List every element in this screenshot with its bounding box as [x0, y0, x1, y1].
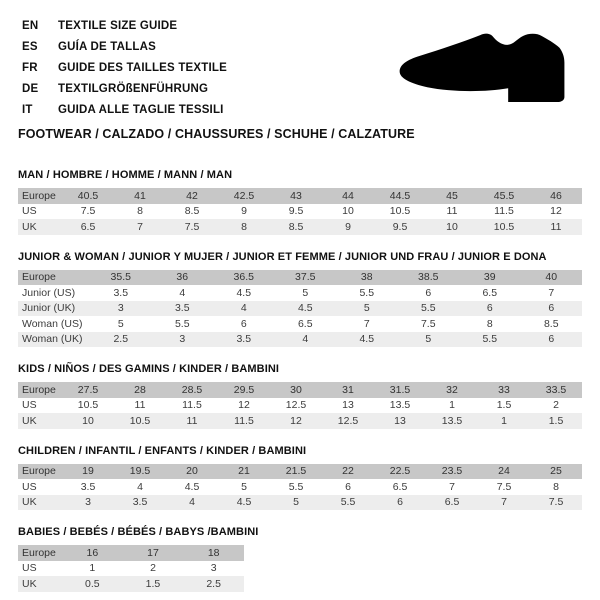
- language-code: EN: [22, 19, 39, 32]
- size-cell: 40: [521, 270, 583, 286]
- size-table-row: [18, 398, 582, 414]
- size-cell: 20: [166, 464, 218, 480]
- size-cell: 0.5: [62, 576, 123, 592]
- size-cell: 19: [62, 464, 114, 480]
- size-cell: 3.5: [152, 301, 214, 317]
- size-table: [18, 464, 582, 511]
- size-cell: 30: [270, 382, 322, 398]
- size-cell: 42: [166, 188, 218, 204]
- size-cell: 31: [322, 382, 374, 398]
- size-cell: 12.5: [322, 413, 374, 429]
- size-cell: 12: [270, 413, 322, 429]
- size-cell: 4.5: [275, 301, 337, 317]
- size-cell: 7: [449, 480, 455, 493]
- size-cell: 1: [478, 413, 530, 429]
- size-cell: 7: [478, 495, 530, 511]
- size-cell: 9: [322, 219, 374, 235]
- size-cell: 17: [123, 545, 184, 561]
- size-cell: 19.5: [114, 464, 166, 480]
- size-cell: 7: [114, 219, 166, 235]
- size-table-section: [18, 363, 600, 429]
- size-cell: 13: [374, 413, 426, 429]
- size-cell: 27.5: [62, 382, 114, 398]
- size-cell: 4: [137, 480, 143, 493]
- size-cell: 5: [117, 317, 124, 330]
- language-label: TEXTILGRÖßENFÜHRUNG: [58, 82, 209, 95]
- size-cell: 9: [241, 205, 247, 218]
- size-cell: 5.5: [174, 317, 190, 330]
- size-cell: 39: [459, 270, 521, 286]
- size-cell: 12: [550, 205, 562, 218]
- size-cell: 6: [374, 495, 426, 511]
- size-table-row: [18, 382, 582, 398]
- size-cell: 4.5: [236, 286, 252, 299]
- language-code: IT: [22, 103, 33, 116]
- size-table-row: [18, 495, 582, 511]
- size-cell: 18: [183, 545, 244, 561]
- size-cell: 12: [238, 399, 250, 412]
- size-cell: 2.5: [183, 576, 244, 592]
- size-cell: 4: [166, 495, 218, 511]
- row-label: UK: [18, 576, 62, 592]
- size-cell: 4.5: [184, 480, 200, 493]
- size-table-title: CHILDREN / INFANTIL / ENFANTS / KINDER / BAMBINI: [18, 444, 307, 457]
- size-cell: 10.5: [478, 219, 530, 235]
- size-cell: 2: [150, 562, 156, 575]
- size-table-row: [18, 332, 582, 348]
- row-label: US: [22, 399, 37, 412]
- size-cell: 6: [521, 301, 583, 317]
- size-table-row: [18, 413, 582, 429]
- size-cell: 11.5: [182, 399, 202, 412]
- size-cell: 43: [270, 188, 322, 204]
- size-table-title: MAN / HOMBRE / HOMME / MANN / MAN: [18, 169, 233, 181]
- size-table-title: BABIES / BEBÉS / BÉBÉS / BABYS /BAMBINI: [18, 526, 259, 538]
- row-label: Europe: [18, 382, 62, 398]
- size-cell: 5: [270, 495, 322, 511]
- size-cell: 8: [218, 219, 270, 235]
- size-cell: 5: [336, 301, 398, 317]
- size-cell: 44: [322, 188, 374, 204]
- row-label: US: [22, 562, 37, 575]
- size-table-row: [18, 285, 582, 301]
- size-cell: 32: [426, 382, 478, 398]
- size-cell: 7.5: [166, 219, 218, 235]
- size-cell: 13.5: [389, 399, 411, 412]
- size-cell: 36: [152, 270, 214, 286]
- size-cell: 46: [530, 188, 582, 204]
- size-cell: 8: [486, 317, 493, 330]
- size-cell: 1: [449, 399, 455, 412]
- size-cell: 3: [152, 332, 214, 348]
- size-table-section: [18, 169, 600, 235]
- size-cell: 16: [62, 545, 123, 561]
- size-cell: 8.5: [543, 317, 559, 330]
- row-label: Europe: [18, 464, 62, 480]
- size-cell: 11: [166, 413, 218, 429]
- size-cell: 44.5: [374, 188, 426, 204]
- size-cell: 6: [345, 480, 351, 493]
- size-cell: 31.5: [374, 382, 426, 398]
- size-table-row: [18, 464, 582, 480]
- size-cell: 9.5: [288, 205, 304, 218]
- size-cell: 23.5: [426, 464, 478, 480]
- row-label: UK: [18, 495, 62, 511]
- size-cell: 7.5: [80, 205, 96, 218]
- size-cell: 33: [478, 382, 530, 398]
- row-label: Europe: [18, 188, 62, 204]
- size-cell: 21: [218, 464, 270, 480]
- size-tables: [0, 169, 600, 592]
- size-cell: 6.5: [297, 317, 313, 330]
- size-cell: 10.5: [389, 205, 411, 218]
- size-table-section: [18, 251, 600, 348]
- size-cell: 11: [446, 205, 458, 218]
- size-cell: 45: [426, 188, 478, 204]
- size-cell: 42.5: [218, 188, 270, 204]
- size-cell: 38: [336, 270, 398, 286]
- size-cell: 28.5: [166, 382, 218, 398]
- size-table-title: KIDS / NIÑOS / DES GAMINS / KINDER / BAMBINI: [18, 363, 280, 375]
- size-cell: 5.5: [322, 495, 374, 511]
- language-code: ES: [22, 40, 38, 53]
- size-cell: 11.5: [218, 413, 270, 429]
- size-cell: 9.5: [374, 219, 426, 235]
- size-cell: 3.5: [213, 332, 275, 348]
- size-cell: 4: [275, 332, 337, 348]
- size-table-section: [18, 445, 600, 511]
- size-cell: 8: [553, 480, 559, 493]
- size-cell: 7.5: [530, 495, 582, 511]
- size-cell: 10: [426, 219, 478, 235]
- size-cell: 5.5: [459, 332, 521, 348]
- size-cell: 38.5: [398, 270, 460, 286]
- language-label: TEXTILE SIZE GUIDE: [58, 19, 178, 32]
- size-cell: 29.5: [218, 382, 270, 398]
- size-cell: 4.5: [336, 332, 398, 348]
- size-cell: 3.5: [80, 480, 96, 493]
- size-cell: 5.5: [398, 301, 460, 317]
- size-table-row: [18, 561, 244, 577]
- size-cell: 10.5: [77, 399, 99, 412]
- size-cell: 1.5: [530, 413, 582, 429]
- size-cell: 3.5: [114, 495, 166, 511]
- size-cell: 4.5: [218, 495, 270, 511]
- size-cell: 6: [459, 301, 521, 317]
- size-cell: 5.5: [288, 480, 304, 493]
- size-cell: 7: [363, 317, 370, 330]
- size-cell: 7: [548, 286, 555, 299]
- size-cell: 6: [425, 286, 432, 299]
- size-cell: 7.5: [496, 480, 512, 493]
- size-cell: 3: [90, 301, 152, 317]
- size-cell: 40.5: [62, 188, 114, 204]
- size-cell: 2.5: [90, 332, 152, 348]
- size-cell: 41: [114, 188, 166, 204]
- size-table: [18, 188, 582, 235]
- size-cell: 25: [530, 464, 582, 480]
- dress-shoe-icon: [396, 32, 572, 106]
- size-cell: 13.5: [426, 413, 478, 429]
- size-cell: 6.5: [426, 495, 478, 511]
- size-cell: 12.5: [285, 399, 307, 412]
- row-label: US: [22, 480, 37, 493]
- size-cell: 35.5: [90, 270, 152, 286]
- size-cell: 3: [62, 495, 114, 511]
- size-cell: 24: [478, 464, 530, 480]
- size-cell: 37.5: [275, 270, 337, 286]
- size-cell: 8.5: [184, 205, 200, 218]
- size-table-row: [18, 545, 244, 561]
- size-cell: 45.5: [478, 188, 530, 204]
- size-cell: 6: [521, 332, 583, 348]
- language-label: GUIDE DES TAILLES TEXTILE: [58, 61, 227, 74]
- size-cell: 10: [62, 413, 114, 429]
- category-title: FOOTWEAR / CALZADO / CHAUSSURES / SCHUHE / CALZATURE: [18, 127, 415, 141]
- size-cell: 5: [398, 332, 460, 348]
- size-cell: 6: [240, 317, 247, 330]
- size-cell: 6.5: [482, 286, 498, 299]
- size-table-row: [18, 270, 582, 286]
- size-table-row: [18, 479, 582, 495]
- size-table-row: [18, 188, 582, 204]
- size-table: [18, 270, 582, 348]
- row-label: Woman (US): [22, 317, 83, 330]
- row-label: Woman (UK): [18, 332, 90, 348]
- size-table-row: [18, 316, 582, 332]
- size-table: [18, 545, 244, 592]
- row-label: US: [22, 205, 37, 218]
- row-label: UK: [18, 219, 62, 235]
- size-table-title: JUNIOR & WOMAN / JUNIOR Y MUJER / JUNIOR ET FEMME / JUNIOR UND FRAU / JUNIOR E DONA: [18, 250, 547, 263]
- size-cell: 4: [179, 286, 186, 299]
- size-table-section: [18, 526, 600, 592]
- size-cell: 22.5: [374, 464, 426, 480]
- size-cell: 11.5: [494, 205, 514, 218]
- row-label: Europe: [18, 270, 90, 286]
- size-cell: 7.5: [420, 317, 436, 330]
- size-cell: 3.5: [113, 286, 129, 299]
- size-cell: 8.5: [270, 219, 322, 235]
- language-label: GUÍA DE TALLAS: [58, 40, 156, 53]
- size-cell: 6.5: [62, 219, 114, 235]
- size-cell: 1.5: [496, 399, 512, 412]
- size-table-row: [18, 204, 582, 220]
- size-table: [18, 382, 582, 429]
- size-cell: 3: [210, 562, 217, 575]
- size-cell: 2: [553, 399, 559, 412]
- size-cell: 33.5: [530, 382, 582, 398]
- size-cell: 13: [342, 399, 354, 412]
- size-table-row: [18, 301, 582, 317]
- size-cell: 5.5: [359, 286, 375, 299]
- language-code: FR: [22, 61, 38, 74]
- size-cell: 1: [89, 562, 96, 575]
- size-cell: 21.5: [270, 464, 322, 480]
- row-label: Junior (UK): [18, 301, 90, 317]
- size-cell: 1.5: [123, 576, 184, 592]
- size-cell: 5: [302, 286, 309, 299]
- size-cell: 8: [137, 205, 143, 218]
- size-table-row: [18, 219, 582, 235]
- size-cell: 36.5: [213, 270, 275, 286]
- language-code: DE: [22, 82, 39, 95]
- size-cell: 28: [114, 382, 166, 398]
- size-cell: 5: [241, 480, 247, 493]
- size-cell: 4: [213, 301, 275, 317]
- size-cell: 10: [342, 205, 354, 218]
- row-label: UK: [18, 413, 62, 429]
- size-cell: 10.5: [114, 413, 166, 429]
- size-cell: 22: [322, 464, 374, 480]
- row-label: Europe: [18, 545, 62, 561]
- size-cell: 6.5: [392, 480, 408, 493]
- language-label: GUIDA ALLE TAGLIE TESSILI: [58, 103, 224, 116]
- size-table-row: [18, 576, 244, 592]
- row-label: Junior (US): [22, 286, 76, 299]
- size-cell: 11: [530, 219, 582, 235]
- size-cell: 11: [134, 399, 146, 412]
